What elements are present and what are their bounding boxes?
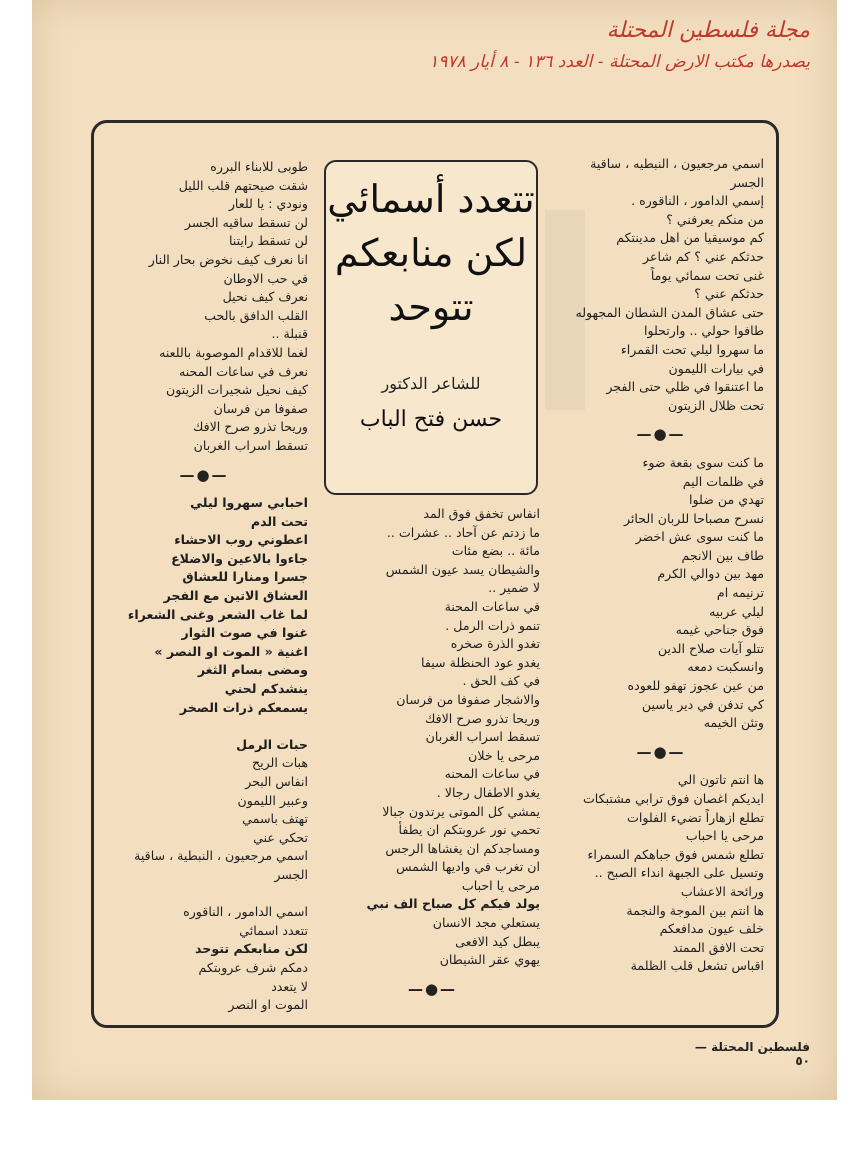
poem-line: انفاس تخفق فوق المد (423, 506, 540, 521)
poem-line: يولد فيكم كل صباح الف نبي (366, 896, 540, 912)
poem-line: ما كنت سوى بقعة ضوء (642, 454, 764, 470)
poem-line: مرحى يا احباب (461, 877, 540, 893)
poem-line: وانسكبت دمعه (687, 659, 764, 675)
poem-line: تنمو ذرات الرمل . (445, 617, 540, 633)
section-separator: —●— (636, 742, 686, 761)
poem-line: لكن منابعكم تتوحد (195, 941, 308, 957)
poem-line: يهوي عقر الشيطان (439, 952, 540, 968)
stanza-gap (100, 717, 308, 736)
poem-line: كم موسيقيا من اهل مدينتكم (616, 230, 764, 246)
poem-line: من منكم يعرفني ؟ (666, 211, 764, 227)
poem-line: وتئن الخيمه (703, 715, 764, 731)
poem-line: العشاق الاتين مع الفجر (163, 588, 308, 604)
poem-line: مرحى يا خلان (468, 747, 540, 763)
poem-line: حبات الرمل (236, 736, 308, 752)
poem-line: ومضى بسام الثغر (197, 662, 308, 678)
poem-line: تحت ظلال الزيتون (667, 397, 764, 413)
poem-line: جسرا ومنارا للعشاق (182, 569, 308, 585)
poem-line: خلف عيون مدافعكم (659, 921, 764, 937)
poem-line: يبطل كيد الافعى (455, 933, 540, 949)
poem-line: ها انتم تاتون الي (677, 772, 764, 788)
poem-line: طاف بين الانجم (681, 547, 764, 563)
poem-line: تتلو آيات صلاح الدين (657, 640, 764, 656)
poem-line: ورائحة الاعشاب (680, 883, 764, 899)
poem-line: لما غاب الشعر وغنى الشعراء (127, 606, 308, 622)
poem-line: حدثكم عني ؟ (694, 286, 764, 302)
poem-line: ليلي عربيه (709, 603, 764, 619)
poem-line: والشيطان يسد عيون الشمس (385, 561, 540, 577)
poem-line: تحمي نور عروبتكم ان يطفأ (398, 822, 540, 838)
poem-line: تسقط اسراب الغربان (193, 437, 308, 453)
poem-line: ما زدتم عن آحاد .. عشرات .. (386, 524, 540, 540)
handwritten-note-title: مجلة فلسطين المحتلة (606, 18, 810, 43)
stanza-gap (100, 885, 308, 904)
poem-line: غنى تحت سمائي يوماً (650, 267, 764, 283)
poem-line: هبات الريح (251, 755, 308, 771)
section-separator: —●— (407, 979, 458, 998)
poem-line: طافوا حولي .. وارتحلوا (644, 323, 764, 339)
poem-line: يسمعكم ذرات الصخر (179, 699, 308, 715)
poem-line: جاءوا بالاعين والاضلاع (171, 550, 308, 566)
poem-line: انفاس البحر (245, 774, 308, 789)
left-column (100, 158, 308, 1015)
poem-line: انا نعرف كيف نخوض بحار النار (148, 251, 308, 267)
title-line-1: تتعدد أسمائي (327, 177, 535, 221)
poem-line: يغدو عود الحنظلة سيفا (421, 654, 540, 670)
poem-line: تسقط اسراب الغربان (425, 729, 540, 745)
poem-line: اعطوني روب الاحشاء (174, 532, 308, 548)
poem-line: في بيارات الليمون (668, 360, 764, 376)
poem-line: تحت الافق الممتد (672, 939, 764, 955)
poem-line: اسمي الدامور ، الناقوره (183, 904, 308, 920)
poem-line: يمشي كل الموتى يرتدون جبالا (382, 803, 540, 819)
poem-line: الجسر (274, 866, 308, 882)
poem-line: ما اعتنقوا في ظلي حتى الفجر (606, 379, 764, 395)
poem-line: ما سهروا ليلي تحت القمراء (620, 341, 764, 357)
title-line-2: لكن منابعكم (334, 231, 528, 275)
poem-line: تحكي عني (253, 829, 308, 845)
poem-line: يستعلي مجد الانسان (432, 915, 540, 931)
poem-line: كيف نحيل شجيرات الزيتون (166, 382, 308, 398)
title-box (324, 160, 538, 495)
poem-line: تهتف باسمي (242, 811, 308, 827)
poem-line: ما كنت سوى عش اخضر (635, 529, 764, 545)
poem-line: في ظلمات اليم (682, 473, 764, 489)
poem-line: ينشدكم لحني (224, 681, 308, 697)
poem-line: وعبير الليمون (237, 792, 308, 808)
poem-line: مائة .. بضع مئات (451, 543, 540, 559)
poem-line: تطلع شمس فوق جباهكم السمراء (587, 846, 764, 862)
poem-line: اسمي مرجعيون ، النبطيه ، ساقية (590, 156, 764, 171)
poem-line: في كف الحق . (462, 673, 540, 689)
poem-line: لن تسقط ساقيه الجسر (184, 214, 308, 230)
poem-line: لا ضمير .. (488, 580, 540, 596)
poem-line: طوبى للابناء البرره (210, 159, 308, 174)
poem-line: تطلع ازهاراً تضيء الفلوات (627, 809, 764, 825)
title-line-3: تتوحد (388, 285, 474, 329)
poem-line: صفوفا من فرسان (213, 400, 308, 416)
poem-line: نعرف كيف نحيل (222, 289, 308, 305)
poem-line: مرحى يا احباب (685, 828, 764, 844)
poem-line: اسمي مرجعيون ، النبطية ، ساقية (134, 848, 308, 864)
poem-line: احبابي سهروا ليلي (190, 495, 308, 511)
poem-line: يغدو الاطفال رجالا . (436, 784, 540, 800)
poem-line: لغما للاقدام الموصوبة باللعنه (159, 344, 308, 360)
poem-line: تحت الدم (250, 513, 308, 529)
poem-line: غنوا في صوت الثوار (181, 625, 308, 641)
poem-line: وريحا تذرو صرح الافك (192, 419, 308, 435)
poem-line: لا يتعدد (271, 978, 308, 994)
poem-line: في حب الاوطان (223, 270, 308, 286)
poem-line: في ساعات المحنه (444, 766, 540, 782)
poem-line: من عين عجوز تهفو للعوده (627, 678, 764, 694)
poem-line: ها انتم بين الموجة والنجمة (626, 902, 764, 918)
poem-line: فوق جناحي غيمه (675, 622, 764, 638)
section-separator: —●— (636, 425, 686, 444)
poem-line: كي تدفن في دير ياسين (641, 696, 764, 712)
poem-line: الجسر (730, 174, 764, 190)
poem-line: مهد بين دوالي الكرم (657, 566, 764, 582)
poem-line: إسمي الدامور ، الناقوره . (631, 193, 764, 209)
poem-line: حتى عشاق المدن الشطان المجهوله (575, 304, 764, 320)
poem-line: نعرف في ساعات المحنه (178, 363, 308, 379)
poem-line: ونودي : يا للعار (228, 196, 308, 212)
poem-line: شقت صيحتهم قلب الليل (178, 177, 308, 193)
section-separator: —●— (179, 465, 229, 484)
poem-line: دمكم شرف عروبتكم (198, 959, 308, 975)
poem-line: تغدو الذرة صخره (450, 636, 540, 652)
poem-line: والاشجار صفوفا من فرسان (396, 691, 540, 707)
poem-line: نسرح مصباحا للربان الحائر (623, 510, 764, 526)
page-footer: فلسطين المحتلة — ٥٠ (694, 1040, 810, 1068)
poem-line: ومساجدكم ان يغشاها الرجس (385, 840, 540, 856)
poem-line: وريحا تذرو صرح الافك (424, 710, 540, 726)
poem-line: ايديكم اغصان فوق ترابي مشتبكات (582, 791, 764, 806)
poem-line: وتسيل على الجبهة انداء الصبح .. (594, 865, 764, 881)
right-column (558, 155, 764, 976)
handwritten-note-issue: يصدرها مكتب الارض المحتلة - العدد ١٣٦ - ٨ أيار ١٩٧٨ (429, 52, 810, 72)
poem-line: ان تغرب في واديها الشمس (396, 859, 540, 875)
poem-line: تتعدد اسمائي (239, 922, 308, 938)
middle-column (325, 505, 540, 1008)
byline: للشاعر الدكتور (381, 374, 481, 393)
poem-line: اقباس تشعل قلب الظلمة (630, 958, 764, 974)
poem-line: حدثكم عني ؟ كم شاعر (643, 248, 764, 264)
poem-line: في ساعات المحنة (444, 598, 540, 614)
poem-line: اغنية « الموت او النصر » (154, 643, 308, 659)
author-name: حسن فتح الباب (359, 407, 503, 432)
poem-line: لن تسقط رايتنا (228, 233, 308, 249)
poem-line: الموت او النصر (228, 997, 308, 1013)
poem-line: قنبلة .. (271, 326, 308, 342)
poem-line: ترنيمه ام (716, 585, 764, 601)
poem-line: تهدي من ضلوا (689, 492, 764, 508)
poem-line: القلب الدافق بالحب (204, 307, 308, 323)
